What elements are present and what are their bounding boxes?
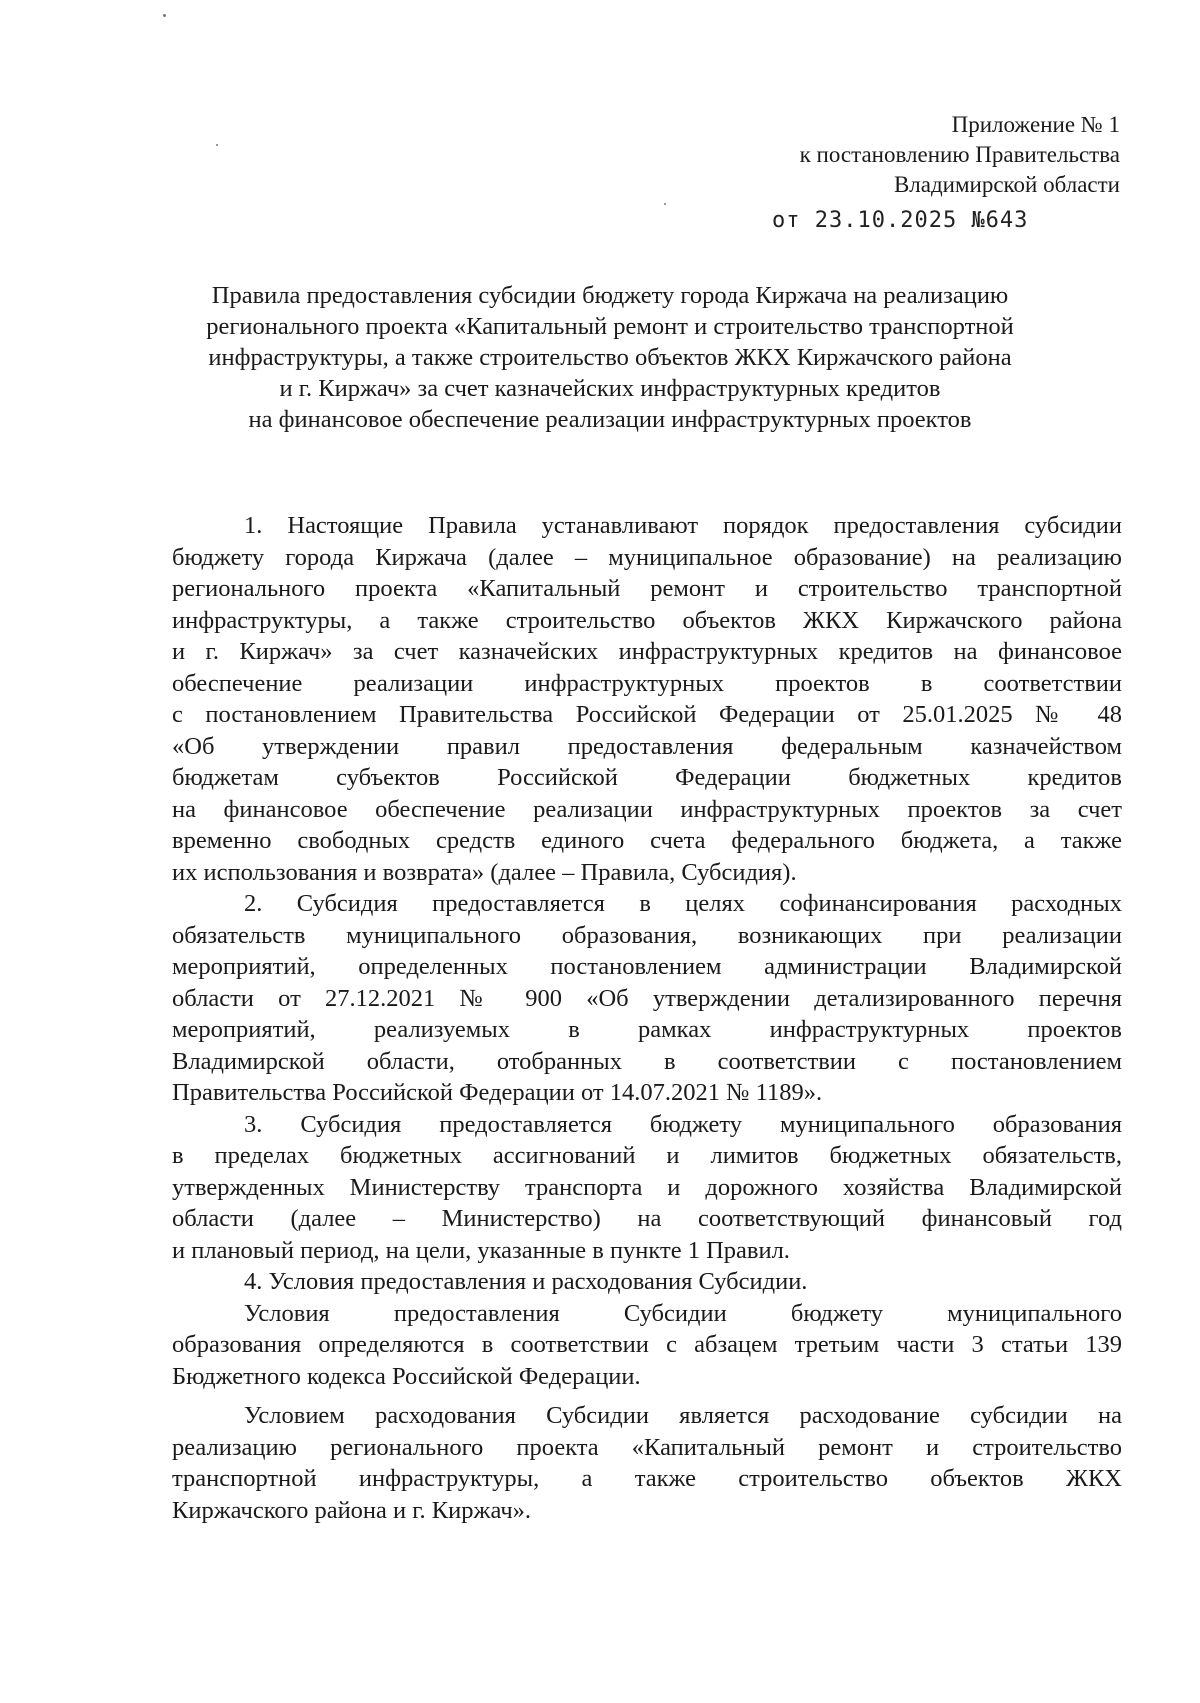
text-line: 4. Условия предоставления и расходования Субсидии. <box>244 1268 808 1295</box>
paragraph-4 <box>172 1266 1122 1298</box>
text-line: реализацию регионального проекта «Капитальный ремонт и строительство <box>172 1433 1122 1461</box>
title-line: регионального проекта «Капитальный ремонт и строительство транспортной <box>206 313 1014 340</box>
text-line: Правительства Российской Федерации от 14.07.2021 № 1189». <box>172 1079 823 1106</box>
title-line: Правила предоставления субсидии бюджету города Киржача на реализацию <box>211 282 1009 309</box>
text-line: их использования и возврата» (далее – Правила, Субсидия). <box>172 858 797 886</box>
text-line: Киржачского района и г. Киржач». <box>172 1496 532 1524</box>
text-line: обязательств муниципального образования, возникающих при реализации <box>172 921 1122 949</box>
title-line: и г. Киржач» за счет казначейских инфраструктурных кредитов <box>279 375 941 402</box>
text-line: мероприятий, реализуемых в рамках инфраструктурных проектов <box>172 1016 1122 1043</box>
appendix-line-1: Приложение № 1 <box>951 112 1120 137</box>
text-line: Условия предоставления Субсидии бюджету муниципального <box>244 1299 1122 1327</box>
document-title <box>150 280 1070 435</box>
text-line: области (далее – Министерство) на соответствующий финансовый год <box>172 1205 1122 1232</box>
paragraph-6 <box>172 1400 1122 1526</box>
text-line: регионального проекта «Капитальный ремонт и строительство транспортной <box>172 575 1122 602</box>
document-body <box>172 510 1122 1526</box>
text-line: с постановлением Правительства Российской Федерации от 25.01.2025 № 48 <box>172 701 1122 728</box>
appendix-date: от 23.10.2025 №643 <box>772 208 1029 233</box>
text-line: бюджетам субъектов Российской Федерации бюджетных кредитов <box>172 764 1122 791</box>
text-line: Условием расходования Субсидии является расходование субсидии на <box>244 1402 1122 1429</box>
text-line: образования определяются в соответствии с абзацем третьим части 3 статьи 139 <box>172 1331 1122 1358</box>
paragraph-5 <box>172 1298 1122 1393</box>
appendix-line-3: Владимирской области <box>893 172 1120 197</box>
text-line: 1. Настоящие Правила устанавливают порядок предоставления субсидии <box>244 512 1122 539</box>
title-line: на финансовое обеспечение реализации инфраструктурных проектов <box>248 406 972 433</box>
text-line: 2. Субсидия предоставляется в целях софинансирования расходных <box>244 890 1122 917</box>
text-line: и г. Киржач» за счет казначейских инфраструктурных кредитов на финансовое <box>172 638 1122 665</box>
text-line: 3. Субсидия предоставляется бюджету муниципального образования <box>244 1110 1122 1138</box>
text-line: бюджету города Киржача (далее – муниципальное образование) на реализацию <box>172 543 1122 571</box>
text-line: обеспечение реализации инфраструктурных проектов в соответствии <box>172 669 1122 697</box>
text-line: утвержденных Министерству транспорта и дорожного хозяйства Владимирской <box>172 1173 1122 1201</box>
title-line: инфраструктуры, а также строительство объектов ЖКХ Киржачского района <box>208 344 1012 371</box>
text-line: мероприятий, определенных постановлением администрации Владимирской <box>172 953 1122 980</box>
text-line: транспортной инфраструктуры, а также строительство объектов ЖКХ <box>172 1465 1122 1492</box>
paragraph-2 <box>172 888 1122 1109</box>
text-line: на финансовое обеспечение реализации инфраструктурных проектов за счет <box>172 795 1122 823</box>
scan-speck <box>163 14 166 17</box>
text-line: временно свободных средств единого счета федерального бюджета, а также <box>172 827 1122 854</box>
text-line: области от 27.12.2021 № 900 «Об утверждении детализированного перечня <box>172 984 1122 1012</box>
text-line: и плановый период, на цели, указанные в пункте 1 Правил. <box>172 1236 790 1264</box>
text-line: в пределах бюджетных ассигнований и лимитов бюджетных обязательств, <box>172 1142 1122 1169</box>
text-line: «Об утверждении правил предоставления федеральным казначейством <box>172 732 1122 760</box>
text-line: инфраструктуры, а также строительство объектов ЖКХ Киржачского района <box>172 606 1122 634</box>
appendix-note <box>640 110 1120 236</box>
text-line: Владимирской области, отобранных в соответствии с постановлением <box>172 1047 1122 1075</box>
scan-speck <box>216 144 218 146</box>
text-line: Бюджетного кодекса Российской Федерации. <box>172 1362 641 1390</box>
paragraph-3 <box>172 1109 1122 1267</box>
appendix-line-2: к постановлению Правительства <box>799 142 1120 167</box>
paragraph-1 <box>172 510 1122 888</box>
